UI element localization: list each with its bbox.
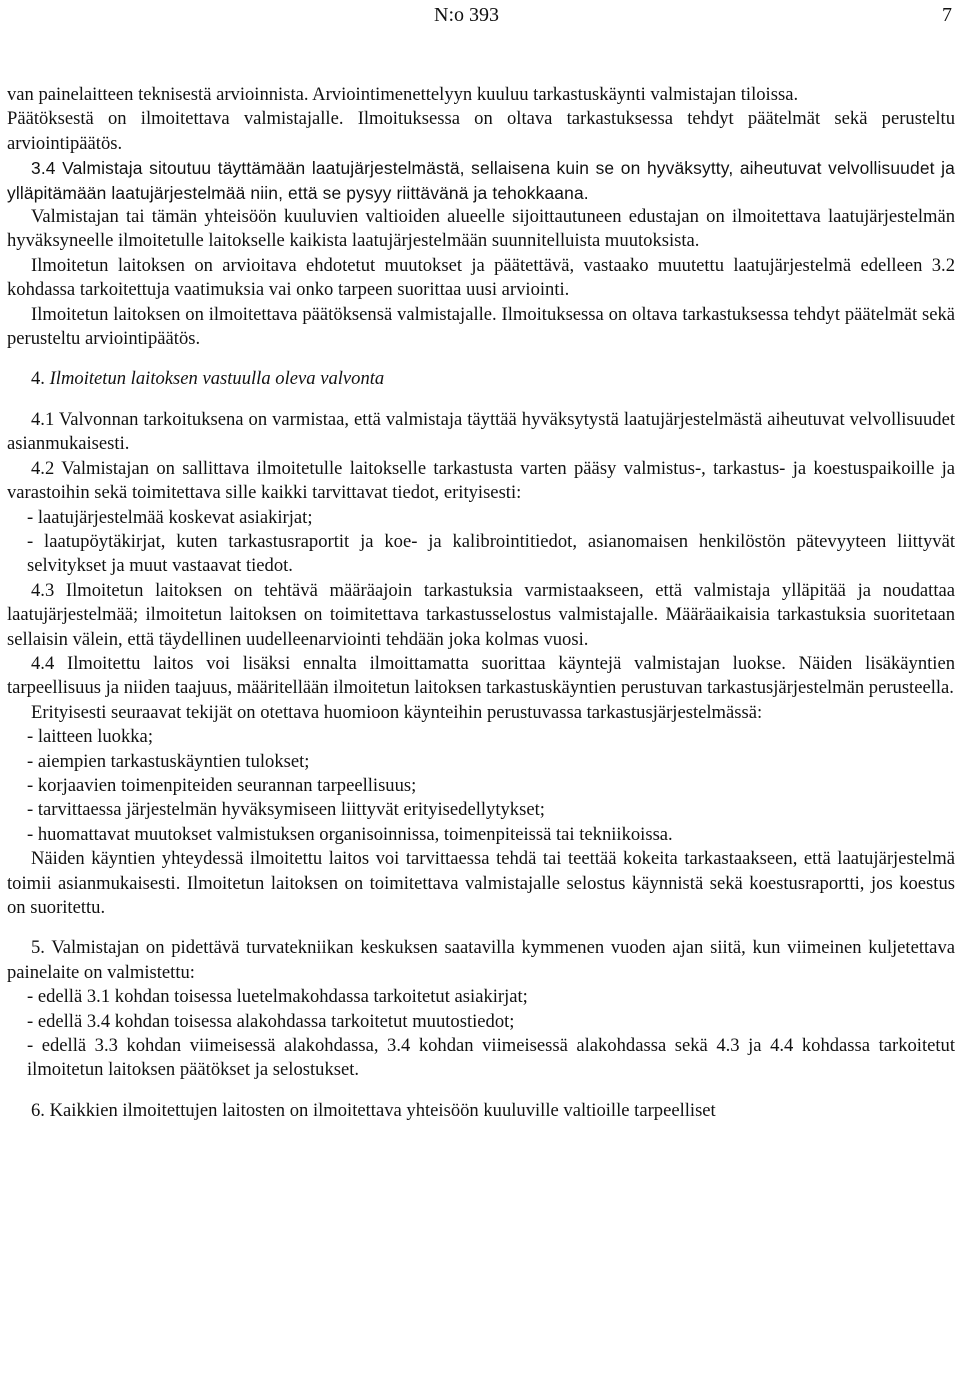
list-item: - korjaavien toimenpiteiden seurannan tarpeellisuus; (27, 774, 417, 796)
list-item: - aiempien tarkastuskäyntien tulokset; (27, 750, 310, 772)
list-item: - laitteen luokka; (27, 726, 153, 748)
paragraph-4-4: 4.4 Ilmoitettu laitos voi lisäksi ennalta ilmoittamatta suorittaa käyntejä valmistajan luokse. Näiden lisäkäyntien tarpeellisuus ja niiden taajuus, määritellään ilmoitetun laitoksen tarkastuskäyntien perustuvan tarkastusjärjestelmän perusteella. (7, 652, 955, 699)
paragraph-4-3: 4.3 Ilmoitetun laitoksen on tehtävä määräajoin tarkastuksia varmistaakseen, että valmistaja ylläpitää ja noudattaa laatujärjestelmää; ilmoitetun laitoksen on toimitettava tarkastusselostus valmistajalle. Määräaikaisia tarkastuksia suoritetaan sellaisin välein, että täydellinen uudelleenarviointi tehdään joka kolmas vuosi. (7, 579, 955, 650)
paragraph-6: 6. Kaikkien ilmoitettujen laitosten on ilmoitettava yhteisöön kuuluville valtioille tarpeelliset (31, 1099, 716, 1121)
list-item: - edellä 3.1 kohdan toisessa luetelmakohdassa tarkoitetut asiakirjat; (27, 986, 528, 1008)
document-number: N:o 393 (434, 4, 499, 26)
page-number: 7 (942, 4, 952, 26)
list-item: - laatupöytäkirjat, kuten tarkastusraportit ja koe- ja kalibrointitiedot, asianomaisen henkilöstön pätevyyteen liittyvät selvitykset ja muut vastaavat tiedot. (27, 530, 955, 577)
paragraph-3-4-changes: Valmistajan tai tämän yhteisöön kuuluvien valtioiden alueelle sijoittautuneen edustajan on ilmoitettava laatujärjestelmän hyväksyneelle ilmoitetulle laitokselle kaikista laatujärjestelmään suunnitelluista muutoksista. (7, 206, 955, 252)
spacer (7, 392, 955, 408)
spacer (7, 1083, 955, 1099)
spacer (7, 920, 955, 936)
section-heading-title: Ilmoitetun laitoksen vastuulla oleva valvonta (49, 368, 385, 390)
paragraph-5: 5. Valmistajan on pidettävä turvatekniikan keskuksen saatavilla kymmenen vuoden ajan siitä, kun viimeinen kuljetettava painelaite on valmistettu: (7, 937, 955, 983)
paragraph-3-4: 3.4 Valmistaja sitoutuu täyttämään laatujärjestelmästä, sellaisena kuin se on hyväksytty, aiheutuvat velvollisuudet ja ylläpitämään laatujärjestelmää niin, että se pysyy riittävänä ja tehokkaana. (7, 158, 955, 203)
paragraph-3-4-assessment: Ilmoitetun laitoksen on arvioitava ehdotetut muutokset ja päätettävä, vastaako muutettu laatujärjestelmä edelleen 3.2 kohdassa tarkoitettuja vaatimuksia vai onko tarpeen suorittaa uusi arviointi. (7, 254, 955, 301)
paragraph-4-4-factors: Erityisesti seuraavat tekijät on otettava huomioon käynteihin perustuvassa tarkastusjärjestelmässä: (31, 701, 763, 723)
paragraph-4-2: 4.2 Valmistajan on sallittava ilmoitetulle laitokselle tarkastusta varten pääsy valmistus-, tarkastus- ja koestuspaikoille ja varastoihin sekä toimitettava sille kaikki tarvittavat tiedot, erityisesti: (7, 457, 955, 504)
list-item: - edellä 3.4 kohdan toisessa alakohdassa tarkoitetut muutostiedot; (27, 1010, 515, 1032)
section-heading-number: 4. (31, 368, 45, 390)
spacer (7, 351, 955, 367)
document-body (7, 83, 955, 1123)
paragraph-decision-notice: Päätöksestä on ilmoitettava valmistajalle. Ilmoituksessa on oltava tarkastuksessa tehdyt päätelmät sekä perusteltu arviointipäätös. (7, 108, 955, 154)
section-heading-4 (7, 367, 955, 391)
list-item: - laatujärjestelmää koskevat asiakirjat; (27, 506, 313, 528)
paragraph-4-4-visits: Näiden käyntien yhteydessä ilmoitettu laitos voi tarvittaessa tehdä tai teettää kokeita tarkastaakseen, että laatujärjestelmä toimii asianmukaisesti. Ilmoitetun laitoksen on toimitettava valmistajalle selostus käynnistä sekä koestusraportti, jos koestus on suoritettu. (7, 848, 955, 918)
paragraph-intro: van painelaitteen teknisestä arvioinnista. Arviointimenettelyyn kuuluu tarkastuskäynti valmistajan tiloissa. (7, 84, 799, 105)
list-item: - edellä 3.3 kohdan viimeisessä alakohdassa, 3.4 kohdan viimeisessä alakohdassa sekä 4.3 ja 4.4 kohdassa tarkoitetut ilmoitetun laitoksen päätökset ja selostukset. (27, 1035, 955, 1081)
list-item: - huomattavat muutokset valmistuksen organisoinnissa, toimenpiteissä tai tekniikoissa. (27, 823, 673, 845)
list-item: - tarvittaessa järjestelmän hyväksymiseen liittyvät erityisedellytykset; (27, 799, 545, 821)
page-header (0, 2, 960, 28)
paragraph-3-4-decision: Ilmoitetun laitoksen on ilmoitettava päätöksensä valmistajalle. Ilmoituksessa on oltava tarkastuksessa tehdyt päätelmät sekä perusteltu arviointipäätös. (7, 303, 955, 350)
paragraph-4-1: 4.1 Valvonnan tarkoituksena on varmistaa, että valmistaja täyttää hyväksytystä laatujärjestelmästä aiheutuvat velvollisuudet asianmukaisesti. (7, 408, 955, 455)
